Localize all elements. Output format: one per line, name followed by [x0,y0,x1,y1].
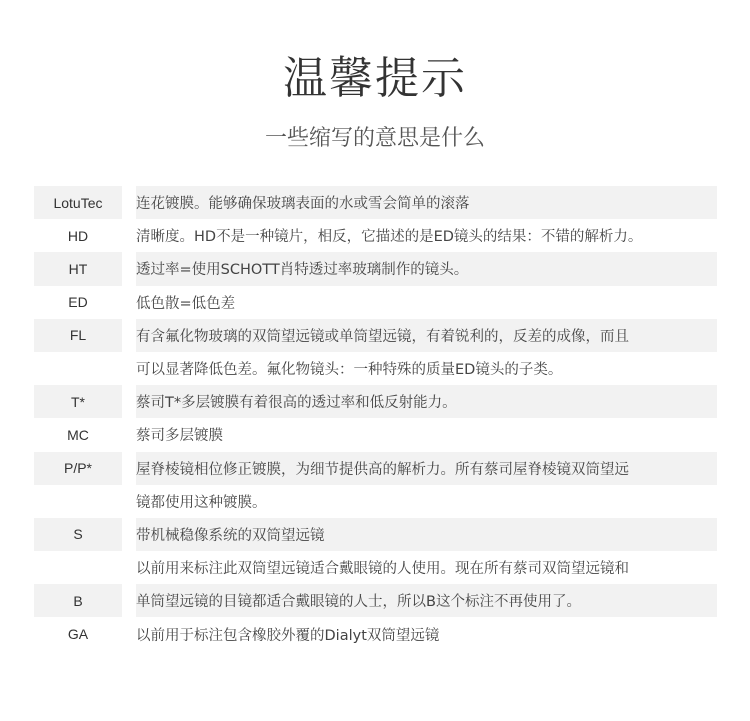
glossary-description: 蔡司多层镀膜 [136,428,223,445]
glossary-term [34,352,122,385]
glossary-term: HT [34,252,122,285]
page-subtitle: 一些缩写的意思是什么 [264,126,485,151]
glossary-term: FL [34,319,122,352]
glossary-term [34,485,122,518]
glossary-row-fl [34,319,717,352]
glossary-row-ht [34,252,717,285]
glossary-description: 屋脊棱镜相位修正镀膜，为细节提供高的解析力。所有蔡司屋脊棱镜双筒望远 [136,452,717,485]
glossary-row-pp-continued [34,485,717,518]
glossary-term: LotuTec [34,186,122,219]
glossary-row-mc [34,418,717,451]
glossary-term: B [34,584,122,617]
glossary-term: S [34,518,122,551]
glossary-row-t-star [34,385,717,418]
glossary-description: 带机械稳像系统的双筒望远镜 [136,518,717,551]
glossary-row-b-preface [34,551,717,584]
glossary-row-ed [34,286,717,319]
glossary-description: 可以显著降低色差。氟化物镜头：一种特殊的质量ED镜头的子类。 [136,362,563,379]
abbreviation-glossary [34,186,717,651]
glossary-term: GA [67,626,89,643]
glossary-description: 镜都使用这种镀膜。 [136,494,267,511]
glossary-term: P/P* [34,452,122,485]
glossary-row-s [34,518,717,551]
glossary-description: 蔡司T*多层镀膜有着很高的透过率和低反射能力。 [136,385,717,418]
glossary-term: T* [34,385,122,418]
glossary-term: ED [68,294,88,311]
glossary-description: 以前用于标注包含橡胶外覆的Dialyt双筒望远镜 [136,627,440,644]
glossary-description: 连花镀膜。能够确保玻璃表面的水或雪会简单的滚落 [136,186,717,219]
glossary-description: 以前用来标注此双筒望远镜适合戴眼镜的人使用。现在所有蔡司双筒望远镜和 [136,561,629,578]
glossary-term: HD [67,227,89,244]
glossary-row-lotutec [34,186,717,219]
glossary-description: 透过率=使用SCHOTT肖特透过率玻璃制作的镜头。 [136,252,717,285]
glossary-row-b [34,584,717,617]
page-title: 温馨提示 [283,53,467,104]
glossary-term: MC [67,426,89,443]
glossary-row-hd [34,219,717,252]
glossary-description: 有含氟化物玻璃的双筒望远镜或单筒望远镜，有着锐利的，反差的成像，而且 [136,319,717,352]
glossary-description: 低色散=低色差 [136,295,236,312]
glossary-term [34,551,122,584]
glossary-row-pp [34,452,717,485]
glossary-description: 单筒望远镜的目镜都适合戴眼镜的人士，所以B这个标注不再使用了。 [136,584,717,617]
glossary-description: 清晰度。HD不是一种镜片，相反，它描述的是ED镜头的结果：不错的解析力。 [136,229,643,246]
glossary-row-ga [34,617,717,650]
glossary-row-fl-continued [34,352,717,385]
